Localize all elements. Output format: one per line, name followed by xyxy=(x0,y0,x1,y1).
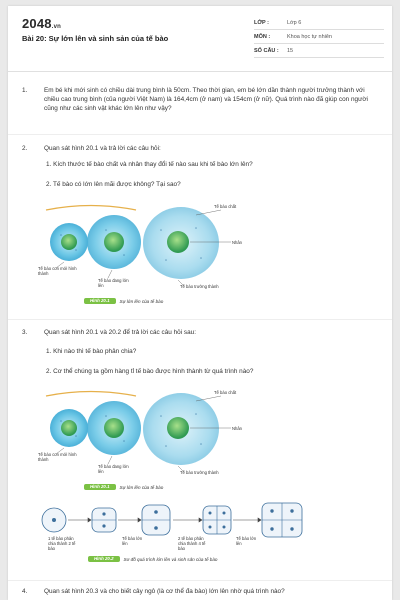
label-young-cell: Tế bào con mới hình thành xyxy=(38,452,77,462)
question-2-sub-2: 2. Tế bào có lớn lên mãi được không? Tại sao? xyxy=(46,181,181,188)
page-header xyxy=(8,6,392,72)
figure-badge: Hình 20.1 xyxy=(84,298,116,304)
meta-value: Khoa học tự nhiên xyxy=(287,33,332,40)
meta-row-class xyxy=(254,16,384,30)
figure-badge: Hình 20.2 xyxy=(88,556,120,562)
label-nucleus: Nhân xyxy=(232,426,243,431)
question-3-sub-2: 2. Cơ thể chúng ta gồm hàng tỉ tế bào được hình thành từ quá trình nào? xyxy=(46,368,254,375)
question-2 xyxy=(22,144,374,153)
figure-caption xyxy=(88,556,217,562)
logo-suffix: .vn xyxy=(51,24,62,30)
site-logo[interactable] xyxy=(22,16,61,31)
question-text: Em bé khi mới sinh có chiều dài trung bình là 50cm. Theo thời gian, em bé lớn dần thành người trưởng thành với chiều cao trung bình (của người Việt Nam) là 164,4cm (ở nam) và 154cm (ở nữ). Quá trình nào đã giúp con người cũng như các sinh vật khác lớn lên như vậy? xyxy=(44,87,368,112)
logo-text: 2048 xyxy=(22,16,52,31)
meta-key: LỚP : xyxy=(254,19,269,26)
divider xyxy=(8,134,392,135)
cell-growth-illustration xyxy=(36,200,256,310)
meta-row-count xyxy=(254,44,384,58)
label-mature-cell: Tế bào trưởng thành xyxy=(180,284,219,289)
figure-caption xyxy=(84,484,163,490)
question-number: 1. xyxy=(22,87,28,94)
meta-row-subject xyxy=(254,30,384,44)
question-4 xyxy=(22,587,374,596)
label-young-cell: Tế bào con mới hình thành xyxy=(38,266,77,276)
question-number: 4. xyxy=(22,588,28,595)
caption-text: Sơ đồ quá trình lớn lên và sinh sản của tế bào xyxy=(123,556,218,562)
label-1-to-2: 1 tế bào phân chia thành 2 tế bào xyxy=(48,536,76,551)
question-3 xyxy=(22,328,374,337)
cell-division-diagram xyxy=(38,500,338,540)
figure-20-2 xyxy=(38,500,338,566)
figure-caption xyxy=(84,298,163,304)
caption-text: Sự lớn lên của tế bào xyxy=(119,484,164,490)
divider xyxy=(8,580,392,581)
meta-table xyxy=(254,16,384,58)
divider xyxy=(8,319,392,320)
meta-key: SỐ CÂU : xyxy=(254,47,279,54)
label-cytoplasm: Tế bào chất xyxy=(214,204,237,209)
caption-text: Sự lớn lên của tế bào xyxy=(119,298,164,304)
question-number: 3. xyxy=(22,329,28,336)
question-text: Quan sát hình 20.1 và 20.2 để trả lời các câu hỏi sau: xyxy=(44,329,196,336)
label-mature-cell: Tế bào trưởng thành xyxy=(180,470,219,475)
question-2-sub-1: 1. Kích thước tế bào chất và nhân thay đổi tế nào sau khi tế bào lớn lên? xyxy=(46,161,253,168)
question-3-sub-1: 1. Khi nào thì tế bào phân chia? xyxy=(46,348,137,355)
figure-badge: Hình 20.1 xyxy=(84,484,116,490)
question-text: Quan sát hình 20.3 và cho biết cây ngô (là cơ thể đa bào) lớn lên nhờ quá trình nào? xyxy=(44,588,285,595)
document-page xyxy=(8,6,392,600)
label-grow-2: Tế bào lớn lên xyxy=(236,536,257,546)
label-cytoplasm: Tế bào chất xyxy=(214,390,237,395)
label-grow-1: Tế bào lớn lên xyxy=(122,536,143,546)
meta-value: 15 xyxy=(287,47,294,54)
question-1 xyxy=(22,86,374,113)
label-2-to-4: 2 tế bào phân chia thành 4 tế bào xyxy=(178,536,206,551)
label-growing-cell: Tế bào đang lớn lên xyxy=(98,464,129,474)
label-nucleus: Nhân xyxy=(232,240,243,245)
lesson-title: Bài 20: Sự lớn lên và sinh sản của tế bào xyxy=(22,34,169,43)
label-growing-cell: Tế bào đang lớn lên xyxy=(98,278,129,288)
figure-20-1 xyxy=(36,200,256,310)
meta-value: Lớp 6 xyxy=(287,19,302,26)
question-number: 2. xyxy=(22,145,28,152)
figure-20-1-repeat xyxy=(36,386,256,496)
meta-key: MÔN : xyxy=(254,33,271,40)
cell-growth-illustration xyxy=(36,386,256,496)
question-text: Quan sát hình 20.1 và trả lời các câu hỏi: xyxy=(44,145,161,152)
